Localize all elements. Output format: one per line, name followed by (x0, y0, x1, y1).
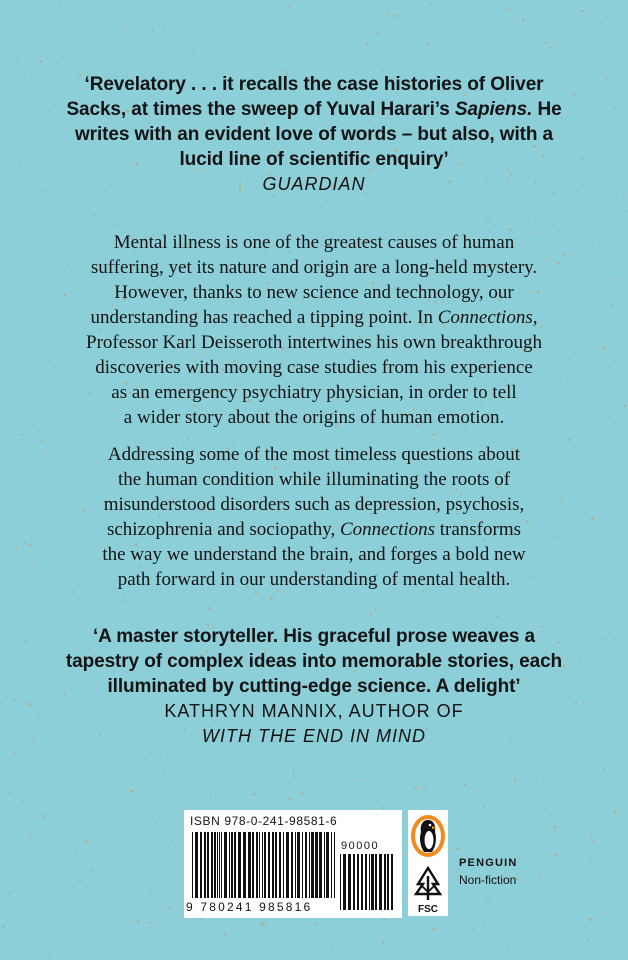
paragraph-line: misunderstood disorders such as depression, psychosis, (103, 494, 525, 515)
fsc-logo-icon (416, 868, 440, 915)
paragraph-line: as an emergency psychiatry physician, in order to tell (111, 382, 517, 403)
paragraph-line: suffering, yet its nature and origin are a long-held mystery. (90, 257, 538, 278)
quote-line: tapestry of complex ideas into memorable stories, each (65, 651, 563, 672)
paragraph-line: Professor Karl Deisseroth intertwines his own breakthrough (86, 332, 542, 353)
book-title-connections: Connections, (437, 307, 538, 328)
paragraph-line: Addressing some of the most timeless questions about (107, 444, 521, 465)
quote-line: illuminated by cutting-edge science. A delight’ (107, 676, 521, 697)
quote-text: Sacks, at times the sweep of Yuval Harari’s (66, 99, 450, 120)
penguin-logo-icon (411, 815, 445, 857)
quote-attribution: KATHRYN MANNIX, AUTHOR OF (164, 701, 464, 721)
quote-line: writes with an evident love of words – but also, with a (74, 124, 554, 145)
paragraph-line: Mental illness is one of the greatest causes of human (113, 232, 515, 253)
blurb-paragraph-2 (48, 442, 580, 592)
isbn-barcode (184, 810, 402, 918)
quote-text: He (537, 99, 562, 120)
paragraph-line: discoveries with moving case studies from his experience (95, 357, 533, 378)
quote-line: ‘Revelatory . . . it recalls the case histories of Oliver (84, 74, 544, 95)
paragraph-line (48, 305, 580, 330)
paragraph-line: path forward in our understanding of mental health. (117, 569, 511, 590)
quote-line: lucid line of scientific enquiry’ (179, 149, 449, 170)
mannix-quote (40, 624, 588, 749)
guardian-quote (40, 72, 588, 197)
book-title-with-the-end-in-mind: WITH THE END IN MIND (202, 726, 426, 746)
paragraph-line (48, 517, 580, 542)
price-code: 90000 (341, 840, 380, 852)
quote-line (40, 97, 588, 122)
paragraph-text: schizophrenia and sociopathy, (106, 519, 336, 540)
quote-attribution (40, 172, 588, 197)
isbn-number: ISBN 978-0-241-98581-6 (190, 814, 338, 828)
attribution-guardian: GUARDIAN (262, 174, 366, 194)
fsc-label: FSC (418, 904, 438, 915)
book-title-sapiens: Sapiens. (454, 99, 533, 120)
paragraph-line: the way we understand the brain, and forges a bold new (102, 544, 526, 565)
paragraph-line: However, thanks to new science and technology, our (114, 282, 514, 303)
paragraph-line: a wider story about the origins of human emotion. (123, 407, 505, 428)
quote-line: ‘A master storyteller. His graceful prose weaves a (92, 626, 536, 647)
barcode-digits: 9 780241 985816 (186, 900, 313, 914)
barcode-bars (192, 832, 338, 902)
paragraph-text: transforms (439, 519, 522, 540)
publisher-name: PENGUIN (459, 857, 518, 869)
publisher-logos (408, 810, 448, 916)
book-title-connections: Connections (340, 519, 435, 540)
paragraph-text: understanding has reached a tipping point. In (90, 307, 433, 328)
blurb-paragraph-1 (48, 230, 580, 430)
paragraph-line: the human condition while illuminating the roots of (117, 469, 511, 490)
price-barcode-bars (340, 854, 394, 914)
book-category: Non-fiction (459, 873, 517, 887)
